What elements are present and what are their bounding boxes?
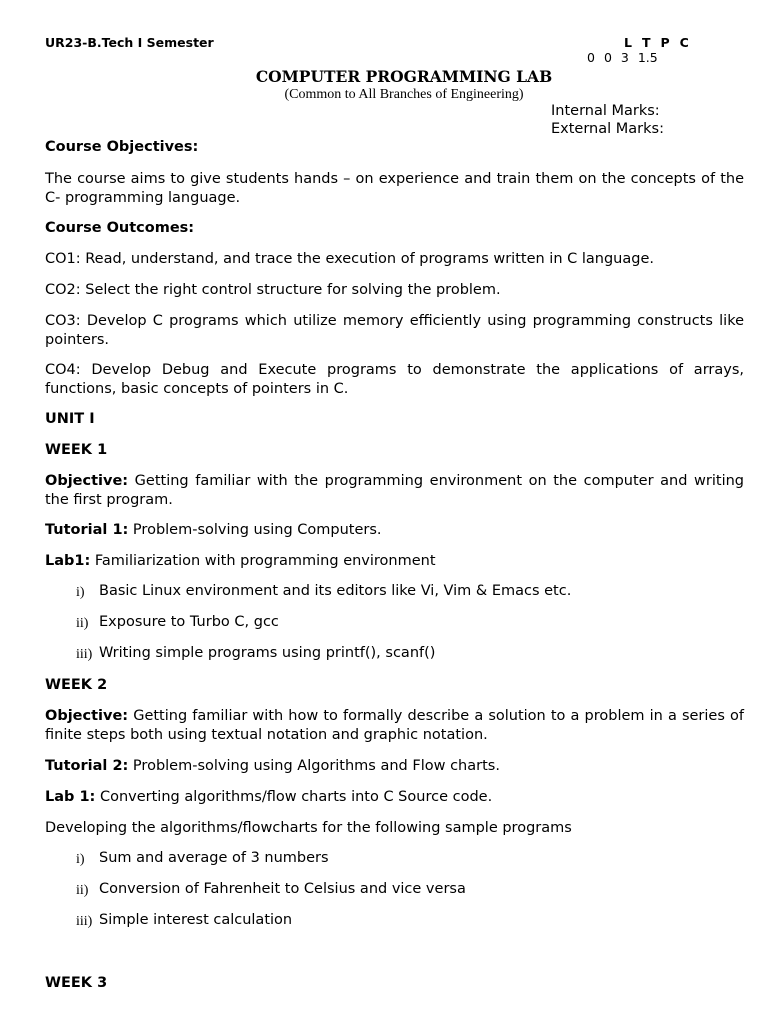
page-subtitle: (Common to All Branches of Engineering) bbox=[284, 87, 524, 102]
week2-item-1-number: i) bbox=[76, 852, 85, 867]
week1-item-2: Exposure to Turbo C, gcc bbox=[99, 614, 279, 630]
outcome-co2: CO2: Select the right control structure for solving the problem. bbox=[45, 282, 501, 298]
course-objectives-text: The course aims to give students hands – on experience and train them on the concepts of the C- programming language. bbox=[45, 171, 744, 206]
week1-item-3: Writing simple programs using printf(), scanf() bbox=[99, 645, 436, 661]
unit-heading: UNIT I bbox=[45, 411, 95, 427]
week1-objective-text: Getting familiar with the programming environment on the computer and writing the first program. bbox=[45, 473, 744, 508]
week2-heading: WEEK 2 bbox=[45, 677, 108, 693]
week1-lab-text: Familiarization with programming environment bbox=[90, 553, 436, 569]
week2-item-3-number: iii) bbox=[76, 914, 93, 929]
week2-item-3: Simple interest calculation bbox=[99, 912, 293, 928]
week1-objective-label: Objective: bbox=[45, 473, 129, 489]
week2-intro: Developing the algorithms/flowcharts for the following sample programs bbox=[45, 820, 572, 836]
internal-marks-label: Internal Marks: bbox=[551, 103, 660, 119]
week2-tutorial bbox=[45, 757, 744, 776]
week1-objective bbox=[45, 472, 744, 509]
week2-lab-label: Lab 1: bbox=[45, 789, 96, 805]
outcome-co3: CO3: Develop C programs which utilize memory efficiently using programming constructs like pointers. bbox=[45, 313, 744, 348]
ltpc-value-t: 0 bbox=[603, 50, 612, 65]
week1-lab bbox=[45, 552, 744, 571]
course-outcomes-heading: Course Outcomes: bbox=[45, 220, 195, 236]
week2-item-2-number: ii) bbox=[76, 883, 89, 898]
external-marks-label: External Marks: bbox=[551, 121, 664, 137]
ltpc-labels bbox=[624, 35, 699, 50]
week1-tutorial-text: Problem-solving using Computers. bbox=[128, 522, 382, 538]
week1-heading: WEEK 1 bbox=[45, 442, 108, 458]
ltpc-label-c: C bbox=[679, 35, 689, 50]
week2-item-2: Conversion of Fahrenheit to Celsius and vice versa bbox=[99, 881, 466, 897]
week2-objective-text: Getting familiar with how to formally describe a solution to a problem in a series of finite steps both using textual notation and graphic notation. bbox=[45, 708, 744, 743]
week2-lab-text: Converting algorithms/flow charts into C Source code. bbox=[95, 789, 493, 805]
week1-item-3-number: iii) bbox=[76, 647, 93, 662]
week1-item-1-number: i) bbox=[76, 585, 85, 600]
week3-heading: WEEK 3 bbox=[45, 975, 108, 991]
ltpc-label-p: P bbox=[660, 35, 670, 50]
outcome-co1: CO1: Read, understand, and trace the execution of programs written in C language. bbox=[45, 251, 654, 267]
week1-tutorial bbox=[45, 521, 744, 540]
week1-item-1: Basic Linux environment and its editors like Vi, Vim & Emacs etc. bbox=[99, 583, 572, 599]
week1-tutorial-label: Tutorial 1: bbox=[45, 522, 129, 538]
ltpc-label-l: L bbox=[624, 35, 632, 50]
week2-tutorial-label: Tutorial 2: bbox=[45, 758, 129, 774]
week2-objective bbox=[45, 707, 744, 744]
week2-lab bbox=[45, 788, 744, 807]
semester-label: UR23-B.Tech I Semester bbox=[45, 35, 214, 50]
week2-objective-label: Objective: bbox=[45, 708, 129, 724]
ltpc-value-c: 1.5 bbox=[637, 50, 658, 65]
ltpc-values bbox=[587, 50, 667, 65]
week1-lab-label: Lab1: bbox=[45, 553, 91, 569]
ltpc-value-l: 0 bbox=[587, 50, 595, 65]
week2-item-1: Sum and average of 3 numbers bbox=[99, 850, 329, 866]
ltpc-label-t: T bbox=[641, 35, 651, 50]
week1-item-2-number: ii) bbox=[76, 616, 89, 631]
ltpc-value-p: 3 bbox=[620, 50, 629, 65]
course-objectives-heading: Course Objectives: bbox=[45, 139, 199, 155]
page-title: COMPUTER PROGRAMMING LAB bbox=[255, 67, 553, 86]
week2-tutorial-text: Problem-solving using Algorithms and Flow charts. bbox=[128, 758, 500, 774]
outcome-co4: CO4: Develop Debug and Execute programs to demonstrate the applications of arrays, functions, basic concepts of pointers in C. bbox=[45, 362, 744, 397]
